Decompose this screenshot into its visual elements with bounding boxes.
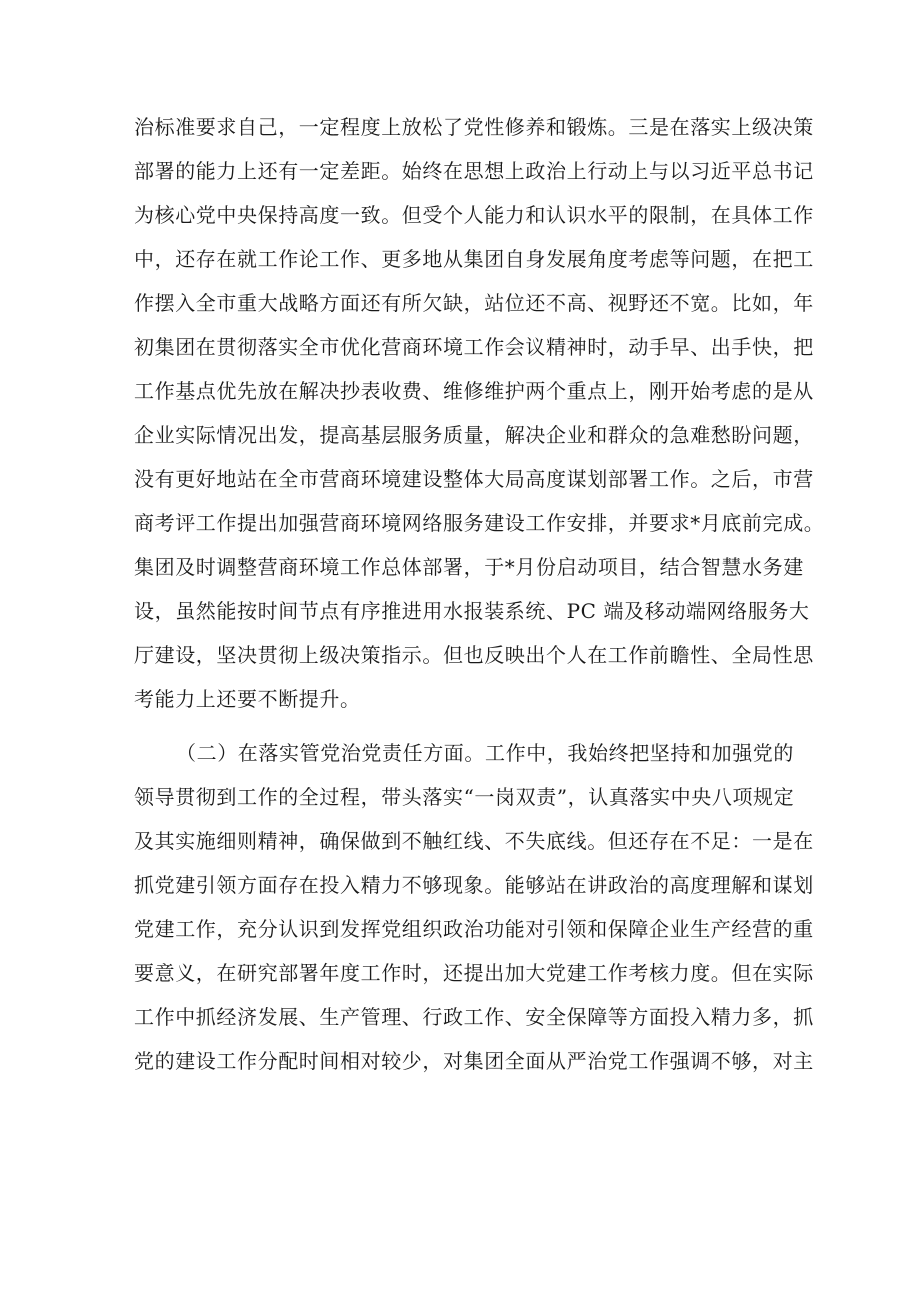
text-line: 初集团在贯彻落实全市优化营商环境工作会议精神时，动手早、出手快，把 (134, 335, 814, 359)
text-line: 治标准要求自己，一定程度上放松了党性修养和锻炼。三是在落实上级决策 (134, 115, 814, 139)
text-line: 企业实际情况出发，提高基层服务质量，解决企业和群众的急难愁盼问题， (134, 423, 814, 447)
text-line: 设，虽然能按时间节点有序推进用水报装系统、PC 端及移动端网络服务大 (134, 599, 810, 623)
text-line: 工作中抓经济发展、生产管理、行政工作、安全保障等方面投入精力多，抓 (134, 1005, 814, 1029)
text-line: 党建工作，充分认识到发挥党组织政治功能对引领和保障企业生产经营的重 (134, 917, 814, 941)
text-line: 商考评工作提出加强营商环境网络服务建设工作安排，并要求*月底前完成。 (134, 511, 825, 535)
text-line: 抓党建引领方面存在投入精力不够现象。能够站在讲政治的高度理解和谋划 (134, 873, 814, 897)
text-line: 为核心党中央保持高度一致。但受个人能力和认识水平的限制，在具体工作 (134, 203, 814, 227)
text-line: 党的建设工作分配时间相对较少，对集团全面从严治党工作强调不够，对主 (134, 1049, 814, 1073)
text-line: 要意义，在研究部署年度工作时，还提出加大党建工作考核力度。但在实际 (134, 961, 814, 985)
text-line: 中，还存在就工作论工作、更多地从集团自身发展角度考虑等问题，在把工 (134, 247, 814, 271)
text-line: 没有更好地站在全市营商环境建设整体大局高度谋划部署工作。之后，市营 (134, 467, 814, 491)
text-line: 厅建设，坚决贯彻上级决策指示。但也反映出个人在工作前瞻性、全局性思 (134, 643, 814, 667)
text-line: 领导贯彻到工作的全过程，带头落实“一岗双责”，认真落实中央八项规定 (134, 785, 795, 809)
text-line: 作摆入全市重大战略方面还有所欠缺，站位还不高、视野还不宽。比如，年 (134, 291, 814, 315)
text-line: 集团及时调整营商环境工作总体部署，于*月份启动项目，结合智慧水务建 (134, 555, 804, 579)
text-line: 部署的能力上还有一定差距。始终在思想上政治上行动上与以习近平总书记 (134, 159, 814, 183)
text-line: 考能力上还要不断提升。 (134, 687, 361, 711)
text-line: 工作基点优先放在解决抄表收费、维修维护两个重点上，刚开始考虑的是从 (134, 379, 814, 403)
text-line: 及其实施细则精神，确保做到不触红线、不失底线。但还存在不足：一是在 (134, 829, 814, 853)
text-line: （二）在落实管党治党责任方面。工作中，我始终把坚持和加强党的 (176, 741, 794, 765)
